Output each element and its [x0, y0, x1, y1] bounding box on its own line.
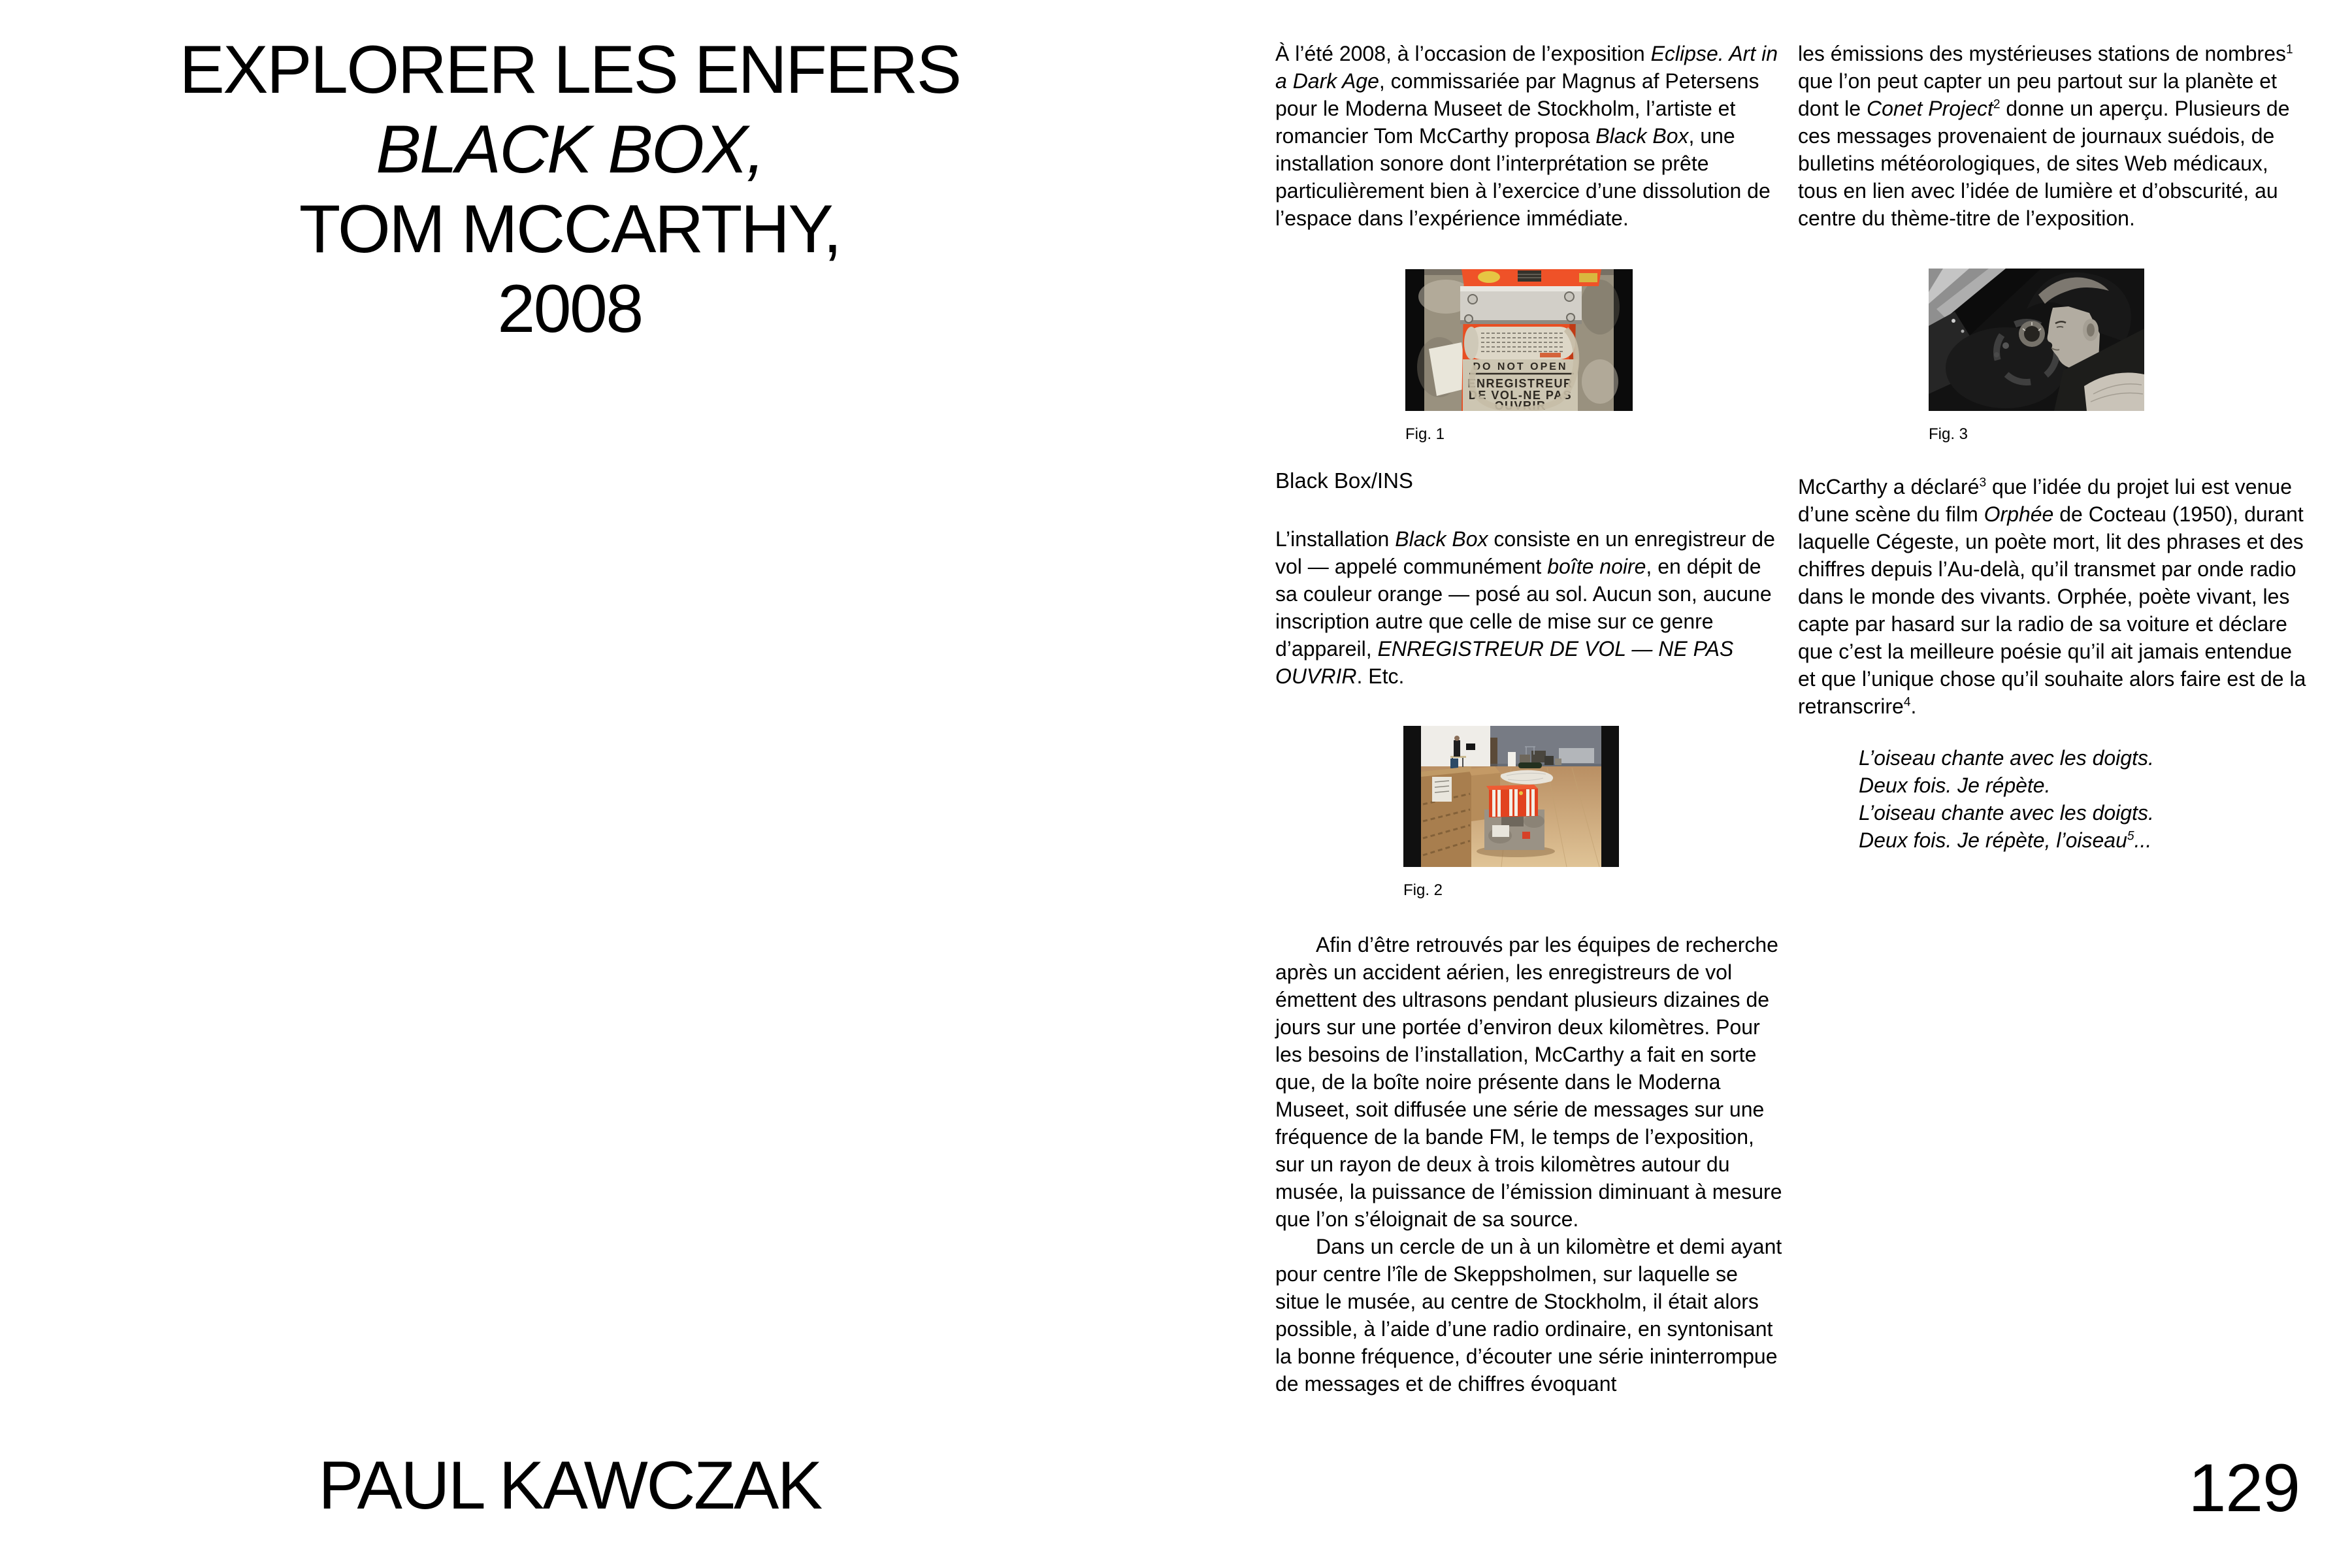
col1-paragraph-2: L’installation Black Box consiste en un enregistreur de vol — appelé communément boîte noire, en dépit de sa couleur orange — posé au sol. Aucun son, aucune inscription autre que celle de mise sur ce genre d’appareil, ENREGISTREUR DE VOL — NE PAS OUVRIR. Etc.: [1275, 527, 1775, 688]
fig1-yellow-sticker: [1478, 271, 1500, 283]
fig2-wall-artwork: [1466, 743, 1475, 750]
page-title: [112, 30, 1027, 349]
fig1-bolt: [1567, 314, 1575, 321]
fig1-yellow-label: [1579, 273, 1597, 282]
fig1-bolt: [1565, 292, 1574, 301]
fig2-red-box: [1489, 789, 1538, 817]
author-name: PAUL KAWCZAK: [318, 1448, 821, 1524]
fig2-blue-bin: [1450, 759, 1458, 768]
section-heading: Black Box/INS: [1275, 468, 1413, 493]
title-line-4: 2008: [497, 271, 642, 347]
fig1-stencil-text: OUVRIR: [1494, 399, 1546, 411]
title-line-1: EXPLORER LES ENFERS: [179, 32, 960, 108]
fig1-bolt: [1468, 295, 1477, 304]
title-line-3: TOM MCCARTHY,: [299, 191, 841, 267]
title-line-2: BLACK BOX,: [376, 112, 764, 188]
fig1-dark-grid-patch: [1518, 270, 1541, 282]
fig2-wall-panel: [1559, 748, 1594, 763]
figure-1: [1405, 269, 1633, 444]
fig1-bolt: [1465, 315, 1473, 323]
fig1-stencil-text: DE VOL-NE PAS: [1468, 389, 1573, 402]
fig2-dark-cylinder: [1518, 762, 1542, 768]
page-number: 129: [2188, 1450, 2300, 1526]
column-2: [1798, 40, 2311, 232]
fig1-metal-plate: [1460, 286, 1582, 324]
col1-paragraph-1: À l’été 2008, à l’occasion de l’exposition Eclipse. Art in a Dark Age, commissariée par Magnus af Petersens pour le Moderna Museet de Stockholm, l’artiste et romancier Tom McCarthy proposa Black Box, une installation sonore dont l’interprétation se prête particulièrement bien à l’exercice d’une dissolution de l’espace dans l’expérience immédiate.: [1275, 42, 1778, 230]
figure-1-caption: Fig. 1: [1405, 425, 1445, 443]
fig2-white-pedestal: [1508, 752, 1516, 766]
figure-3-caption: Fig. 3: [1929, 425, 1968, 443]
col1-paragraphs-3-4-wrap: [1275, 931, 1785, 1397]
col1-paragraph-3: Afin d’être retrouvés par les équipes de recherche après un accident aérien, les enregistreurs de vol émettent des ultrasons pendant plusieurs dizaines de jours sur une portée d’environ deux kilomètres. Pour les besoins de l’installation, McCarthy a fait en sorte que, de la boîte noire présente dans le Moderna Museet, soit diffusée une série de messages sur une fréquence de la bande FM, le temps de l’exposition, sur un rayon de deux à trois kilomètres autour du musée, la puissance de l’émission diminuant à mesure que l’on s’éloignait de sa source.: [1275, 933, 1782, 1231]
figure-2-caption: Fig. 2: [1403, 881, 1443, 899]
figure-1-image: [1405, 269, 1633, 411]
quote-line-2: Deux fois. Je répète.: [1859, 774, 2051, 797]
col2-quote-block: [1859, 744, 2316, 854]
col1-paragraph-4: Dans un cercle de un à un kilomètre et demi ayant pour centre l’île de Skeppsholmen, sur laquelle se situe le musée, au centre de Stockholm, il était alors possible, à l’aide d’une radio ordinaire, en syntonisant la bonne fréquence, d’écouter une série ininterrompue de messages et de chiffres évoquant: [1275, 1235, 1782, 1396]
fig2-person: [1454, 740, 1460, 757]
col1-paragraph-2-wrap: [1275, 525, 1785, 690]
fig1-stencil-text: ENREGISTREUR: [1467, 377, 1573, 390]
fig1-stencil-text: DO NOT OPEN: [1473, 361, 1568, 372]
figure-2-image: [1403, 726, 1619, 867]
quote-line-3: L’oiseau chante avec les doigts.: [1859, 801, 2154, 825]
col2-paragraph-1: les émissions des mystérieuses stations de nombres$^1$ que l’on peut capter un peu partout sur la planète et dont le Conet Project$^2$ donne un aperçu. Plusieurs de ces messages provenaient de journaux suédois, de bulletins météorologiques, de sites Web médicaux, tous en lien avec l’idée de lumière et d’obscurité, au centre du thème-titre de l’exposition.: [1798, 42, 2293, 230]
figure-2: [1403, 726, 1619, 900]
col1-section-heading-wrap: [1275, 467, 1785, 495]
quote-line-4: Deux fois. Je répète, l’oiseau$^5$...: [1859, 828, 2152, 852]
quote-line-1: L’oiseau chante avec les doigts.: [1859, 746, 2154, 770]
figure-3-image: [1929, 269, 2144, 411]
col2-paragraph-2-wrap: [1798, 473, 2311, 720]
figure-3: [1929, 269, 2144, 444]
col2-paragraph-2: McCarthy a déclaré$^3$ que l’idée du projet lui est venue d’une scène du film Orphée de Cocteau (1950), durant laquelle Cégeste, un poète mort, lit des phrases et des chiffres depuis l’Au-delà, qu’il transmet par onde radio dans le monde des vivants. Orphée, poète vivant, les capte par hasard sur la radio de sa voiture et déclare que c’est la meilleure poésie qu’il ait jamais entendue et que l’unique chose qu’il souhaite alors faire est de la retranscrire$^4$.: [1798, 475, 2306, 718]
column-1: [1275, 40, 1785, 232]
fig2-red-sticker: [1522, 832, 1530, 839]
